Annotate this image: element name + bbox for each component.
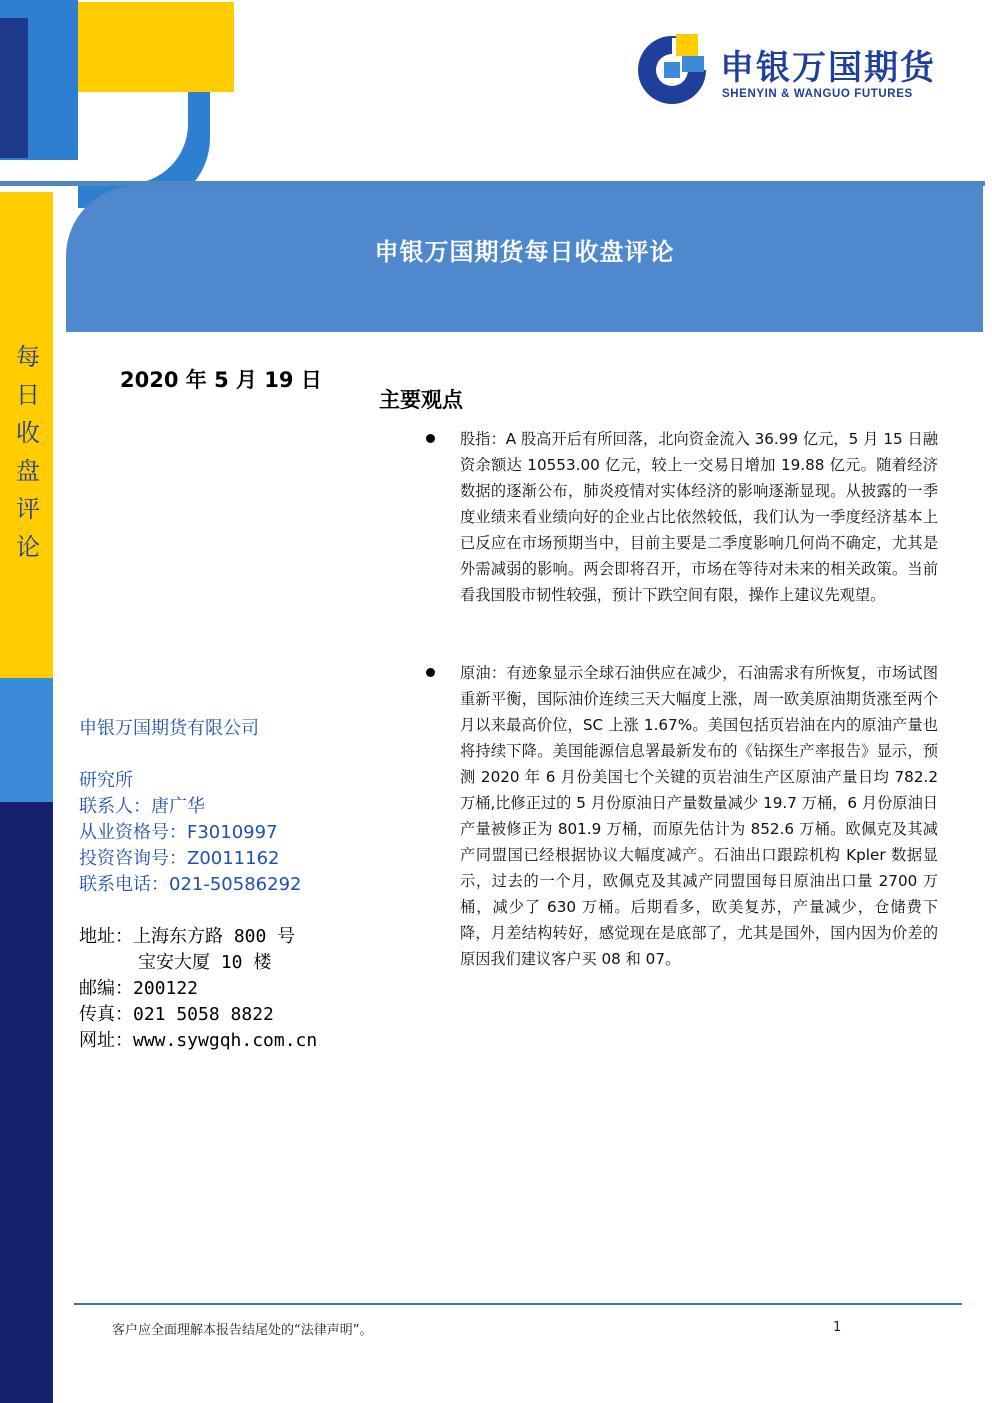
sidebar-label-char: 论 xyxy=(16,533,40,561)
footer-rule xyxy=(74,1303,962,1305)
page-title: 申银万国期货每日收盘评论 xyxy=(374,238,675,266)
sidebar-label-char: 收 xyxy=(16,419,40,447)
fax: 传真：021 5058 8822 xyxy=(79,1004,274,1025)
section-title: 主要观点 xyxy=(379,388,463,412)
report-date: 2020 年 5 月 19 日 xyxy=(120,368,322,392)
footer-disclaimer: 客户应全面理解本报告结尾处的“法律声明”。 xyxy=(112,1323,373,1338)
qualification-number: 从业资格号：F3010997 xyxy=(79,822,278,843)
postcode: 邮编：200122 xyxy=(79,978,199,999)
sidebar-vertical-label xyxy=(14,338,42,566)
brand-name-cn: 申银万国期货 xyxy=(720,48,936,88)
corner-decoration-navy xyxy=(0,18,28,158)
sidebar-strip-blue xyxy=(0,678,53,802)
corner-decoration-yellow xyxy=(78,2,234,92)
brand-name-en: SHENYIN & WANGUO FUTURES xyxy=(722,88,913,100)
sidebar-label-char: 日 xyxy=(16,381,40,409)
bullet-icon xyxy=(426,668,435,677)
address-line-1: 地址：上海东方路 800 号 xyxy=(79,926,296,947)
website: 网址：www.sywgqh.com.cn xyxy=(79,1030,318,1051)
sidebar-label-char: 评 xyxy=(16,495,40,523)
title-band xyxy=(66,186,983,332)
page-number: 1 xyxy=(833,1320,842,1335)
bullet-icon xyxy=(426,434,435,443)
contact-phone: 联系电话：021-50586292 xyxy=(79,874,302,895)
point-stock-index: 股指：A 股高开后有所回落，北向资金流入 36.99 亿元，5 月 15 日融资余额达 10553.00 亿元，较上一交易日增加 19.88 亿元。随着经济数据的逐渐公布，肺炎疫情对实体经济的影响逐渐显现。从披露的一季度业绩来看业绩向好的企业占比依然较低，我们认为一季度经济基本上已反应在市场预期当中，目前主要是二季度影响几何尚不确定，尤其是外需减弱的影响。两会即将召开，市场在等待对未来的相关政策。当前看我国股市韧性较强，预计下跌空间有限，操作上建议先观望。 xyxy=(460,430,938,604)
contact-person: 联系人：唐广华 xyxy=(79,796,205,817)
sidebar-strip-navy xyxy=(0,802,53,1403)
sidebar-label-char: 盘 xyxy=(16,457,40,485)
brand-logo xyxy=(636,34,936,106)
sidebar-label-char: 每 xyxy=(16,343,40,371)
department: 研究所 xyxy=(79,770,133,791)
point-crude-oil: 原油：有迹象显示全球石油供应在减少，石油需求有所恢复，市场试图重新平衡，国际油价连续三天大幅度上涨，周一欧美原油期货涨至两个月以来最高价位，SC 上涨 1.67%。美国包括页岩油在内的原油产量也将持续下降。美国能源信息署最新发布的《钻探生产率报告》显示，预测 2020 年 6 月份美国七个关键的页岩油生产区原油产量日均 782.2 万桶,比修正过的 5 月份原油日产量数量减少 19.7 万桶，6 月份原油日产量被修正为 801.9 万桶，而原先估计为 852.6 万桶。欧佩克及其减产同盟国已经根据协议大幅度减产。石油出口跟踪机构 Kpler 数据显示，过去的一个月，欧佩克及其减产同盟国每日原油出口量 2700 万桶，减少了 630 万桶。后期看多，欧美复苏，产量减少，仓储费下降，月差结构转好，感觉现在是底部了，尤其是国外，国内因为价差的原因我们建议客户买 08 和 07。 xyxy=(460,664,938,968)
address-line-2: 宝安大厦 10 楼 xyxy=(138,952,272,973)
logo-mark-icon xyxy=(636,34,708,106)
company-name: 申银万国期货有限公司 xyxy=(79,718,259,739)
advisory-number: 投资咨询号：Z0011162 xyxy=(79,848,280,869)
